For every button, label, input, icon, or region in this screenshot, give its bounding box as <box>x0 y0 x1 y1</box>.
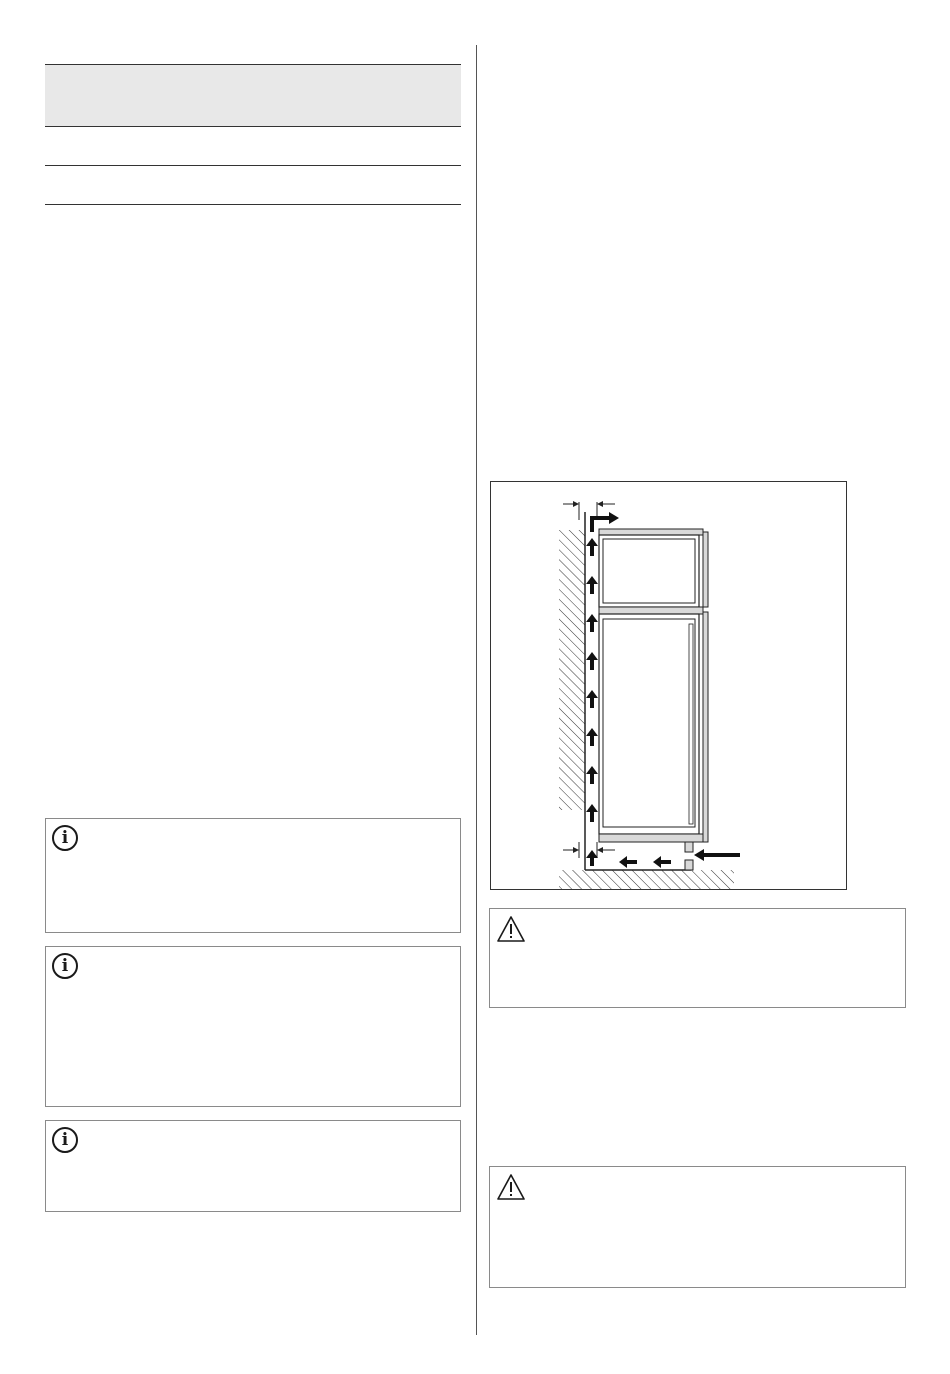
table-row-divider <box>45 126 461 127</box>
warning-triangle-icon <box>496 915 526 943</box>
appliance-foot <box>685 842 693 852</box>
warning-note-1 <box>489 908 906 1008</box>
info-note-1 <box>45 818 461 933</box>
info-icon: i <box>52 953 78 979</box>
table-bottom-border <box>45 204 461 205</box>
appliance-top <box>599 529 703 535</box>
column-divider <box>476 45 477 1335</box>
dim-arrowhead <box>573 501 579 507</box>
info-icon: i <box>52 825 78 851</box>
info-note-2 <box>45 946 461 1107</box>
table-row-divider <box>45 165 461 166</box>
fridge-door <box>703 612 708 842</box>
info-icon: i <box>52 1127 78 1153</box>
airflow-up-arrows <box>586 538 598 866</box>
divider-shelf <box>599 607 703 614</box>
appliance-base <box>599 834 703 842</box>
floor-hatch <box>559 870 734 890</box>
dim-arrowhead <box>597 501 603 507</box>
dim-arrowhead <box>597 847 603 853</box>
ventilation-diagram-svg <box>491 482 848 891</box>
info-note-3 <box>45 1120 461 1212</box>
freezer-door <box>703 532 708 607</box>
airflow-intake-arrows <box>619 849 740 868</box>
warning-note-2 <box>489 1166 906 1288</box>
fridge-body <box>599 614 699 834</box>
wall-hatch <box>559 530 585 810</box>
appliance-foot <box>685 860 693 870</box>
table-header <box>45 64 461 127</box>
ventilation-diagram <box>490 481 847 890</box>
freezer-body <box>599 535 699 607</box>
warning-triangle-icon <box>496 1173 526 1201</box>
dim-arrowhead <box>573 847 579 853</box>
